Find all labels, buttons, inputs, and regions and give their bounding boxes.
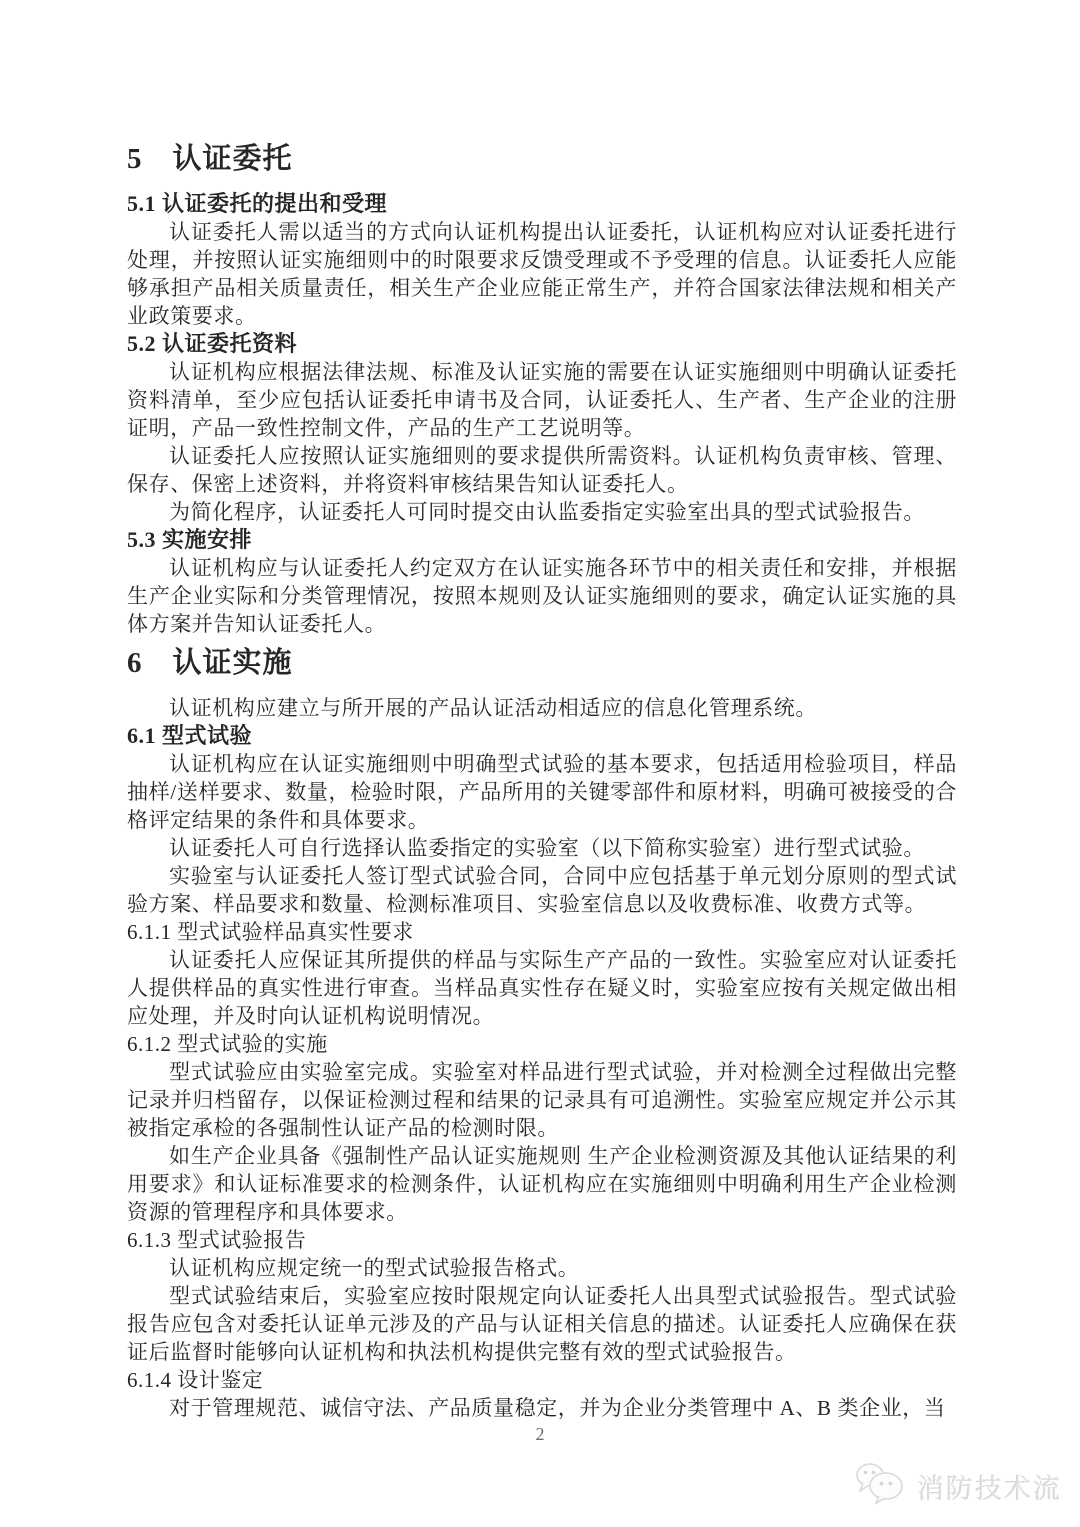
subsubsection-heading-6-1-3: 6.1.3 型式试验报告 xyxy=(127,1228,307,1252)
subsection-heading-5-2: 5.2 认证委托资料 xyxy=(127,331,298,356)
wechat-icon xyxy=(855,1462,907,1511)
subsection-heading-5-1: 5.1 认证委托的提出和受理 xyxy=(127,191,388,216)
paragraph: 如生产企业具备《强制性产品认证实施规则 生产企业检测资源及其他认证结果的利用要求》和认证标准要求的检测条件，认证机构应在实施细则中明确利用生产企业检测资源的管理程序和具体要求。 xyxy=(127,1144,957,1224)
watermark xyxy=(855,1462,1062,1511)
document-page xyxy=(127,134,957,1422)
paragraph: 认证委托人应按照认证实施细则的要求提供所需资料。认证机构负责审核、管理、保存、保密上述资料，并将资料审核结果告知认证委托人。 xyxy=(127,444,957,496)
watermark-text: 消防技术流 xyxy=(917,1474,1062,1504)
subsection-heading-6-1: 6.1 型式试验 xyxy=(127,723,253,748)
paragraph: 认证机构应建立与所开展的产品认证活动相适应的信息化管理系统。 xyxy=(169,696,817,720)
page-number: 2 xyxy=(535,1424,545,1444)
paragraph: 型式试验应由实验室完成。实验室对样品进行型式试验，并对检测全过程做出完整记录并归档留存，以保证检测过程和结果的记录具有可追溯性。实验室应规定并公示其被指定承检的各强制性认证产品的检测时限。 xyxy=(127,1060,957,1140)
paragraph: 认证机构应在认证实施细则中明确型式试验的基本要求，包括适用检验项目，样品抽样/送样要求、数量，检验时限，产品所用的关键零部件和原材料，明确可被接受的合格评定结果的条件和具体要求。 xyxy=(127,752,957,832)
paragraph: 认证机构应根据法律法规、标准及认证实施的需要在认证实施细则中明确认证委托资料清单，至少应包括认证委托申请书及合同，认证委托人、生产者、生产企业的注册证明，产品一致性控制文件，产品的生产工艺说明等。 xyxy=(127,360,957,440)
paragraph: 认证委托人需以适当的方式向认证机构提出认证委托，认证机构应对认证委托进行处理，并按照认证实施细则中的时限要求反馈受理或不予受理的信息。认证委托人应能够承担产品相关质量责任，相关生产企业应能正常生产，并符合国家法律法规和相关产业政策要求。 xyxy=(127,220,957,328)
paragraph: 型式试验结束后，实验室应按时限规定向认证委托人出具型式试验报告。型式试验报告应包含对委托认证单元涉及的产品与认证相关信息的描述。认证委托人应确保在获证后监督时能够向认证机构和执法机构提供完整有效的型式试验报告。 xyxy=(127,1284,957,1364)
paragraph: 认证机构应规定统一的型式试验报告格式。 xyxy=(169,1256,580,1280)
subsection-heading-5-3: 5.3 实施安排 xyxy=(127,527,253,552)
subsubsection-heading-6-1-1: 6.1.1 型式试验样品真实性要求 xyxy=(127,920,414,944)
section-heading-5: 5 认证委托 xyxy=(127,143,293,175)
subsubsection-heading-6-1-2: 6.1.2 型式试验的实施 xyxy=(127,1032,328,1056)
section-heading-6: 6 认证实施 xyxy=(127,647,293,679)
paragraph: 认证委托人可自行选择认监委指定的实验室（以下简称实验室）进行型式试验。 xyxy=(169,836,925,860)
subsubsection-heading-6-1-4: 6.1.4 设计鉴定 xyxy=(127,1368,264,1392)
paragraph: 认证委托人应保证其所提供的样品与实际生产产品的一致性。实验室应对认证委托人提供样品的真实性进行审查。当样品真实性存在疑义时，实验室应按有关规定做出相应处理，并及时向认证机构说明情况。 xyxy=(127,948,957,1028)
paragraph: 对于管理规范、诚信守法、产品质量稳定，并为企业分类管理中 A、B 类企业，当 xyxy=(169,1396,946,1420)
paragraph: 实验室与认证委托人签订型式试验合同，合同中应包括基于单元划分原则的型式试验方案、样品要求和数量、检测标准项目、实验室信息以及收费标准、收费方式等。 xyxy=(127,864,957,916)
paragraph: 为简化程序，认证委托人可同时提交由认监委指定实验室出具的型式试验报告。 xyxy=(169,500,925,524)
paragraph: 认证机构应与认证委托人约定双方在认证实施各环节中的相关责任和安排，并根据生产企业实际和分类管理情况，按照本规则及认证实施细则的要求，确定认证实施的具体方案并告知认证委托人。 xyxy=(127,556,957,636)
